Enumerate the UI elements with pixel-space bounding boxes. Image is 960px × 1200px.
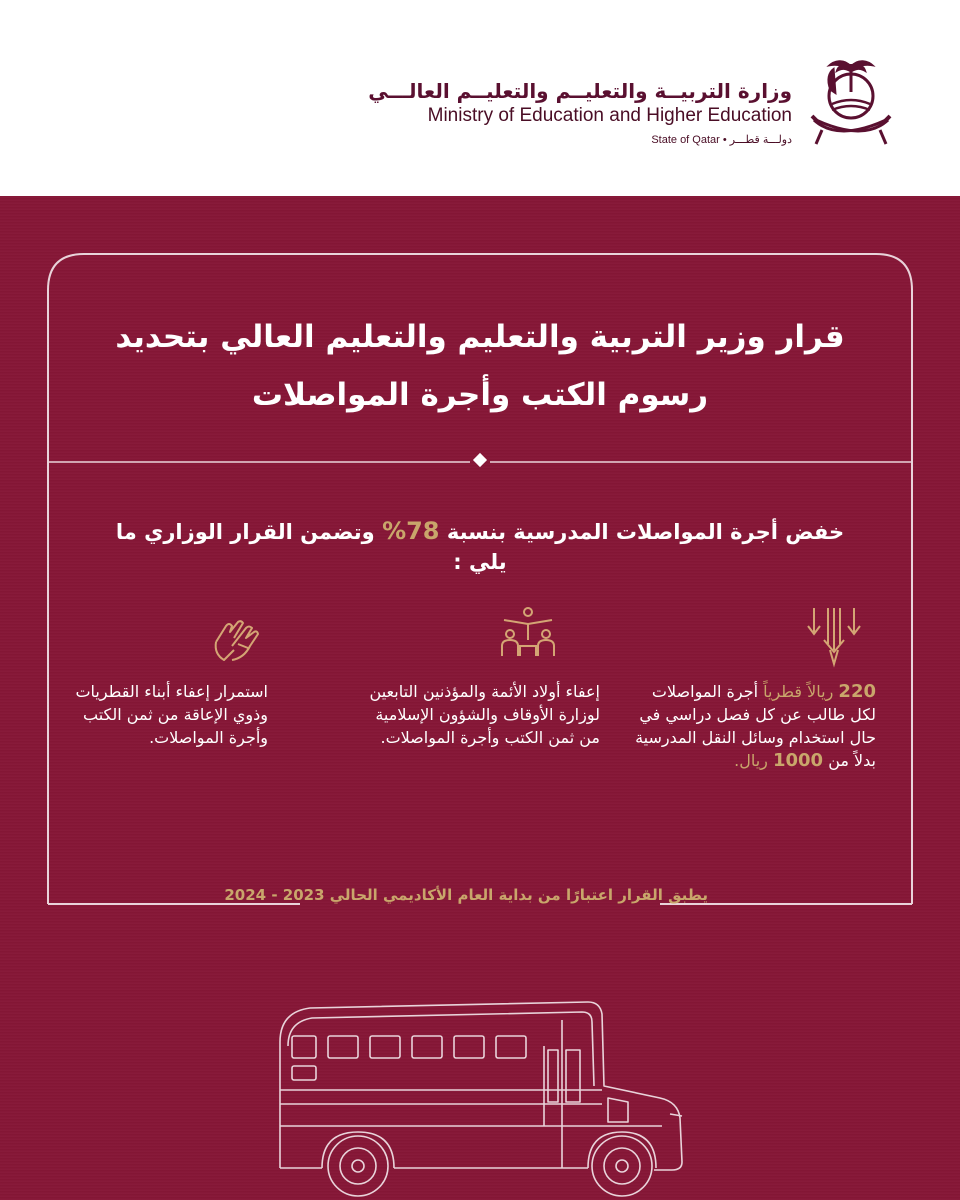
effective-date-note: يطبق القرار اعتبارًا من بداية العام الأكاديمي الحالي 2023 - 2024 xyxy=(224,886,708,904)
summary-text-before: خفض أجرة المواصلات المدرسية بنسبة xyxy=(446,520,845,544)
state-name-ar: • دولـــة قطـــر xyxy=(722,134,792,146)
divider-diamond xyxy=(473,453,487,467)
imams-children-item: إعفاء أولاد الأئمة والمؤذنين التابعين لوزارة الأوقاف والشؤون الإسلامية من ثمن الكتب وأجرة المواصلات. xyxy=(369,682,600,747)
state-of-qatar xyxy=(368,132,792,148)
header xyxy=(0,0,960,196)
state-name-en: State of Qatar xyxy=(651,134,720,146)
old-fee-unit: ريال. xyxy=(734,751,768,770)
new-fee-amount: 220 xyxy=(838,681,876,702)
ministry-name-ar: وزارة التربيــة والتعليــم والتعليــم العالـــي xyxy=(368,79,792,103)
new-fee-unit: ريالاً قطرياً xyxy=(763,682,834,701)
summary-text-after: وتضمن القرار الوزاري ما يلي : xyxy=(115,520,507,574)
discount-percent: 78% xyxy=(382,517,440,545)
ministry-logo-text xyxy=(368,78,792,148)
transport-fee-item xyxy=(626,680,876,772)
decision-summary xyxy=(100,516,860,577)
qatar-emblem-icon xyxy=(808,50,894,150)
hands-icon xyxy=(210,618,262,666)
ministry-name-en: Ministry of Education and Higher Education xyxy=(427,105,792,126)
old-fee-amount: 1000 xyxy=(772,750,824,771)
qatari-mothers-item: استمرار إعفاء أبناء القطريات وذوي الإعاقة من ثمن الكتب وأجرة المواصلات. xyxy=(75,682,268,747)
transport-fee-text: أجرة المواصلات لكل طالب عن كل فصل دراسي في حال استخدام وسائل النقل المدرسية بدلاً من xyxy=(635,682,876,770)
content-panel xyxy=(0,196,960,1200)
page-title: قرار وزير التربية والتعليم والتعليم العالي بتحديد رسوم الكتب وأجرة المواصلات xyxy=(115,319,845,413)
down-arrows-icon xyxy=(806,606,870,670)
people-icon xyxy=(498,606,558,662)
school-bus-illustration xyxy=(262,986,694,1200)
